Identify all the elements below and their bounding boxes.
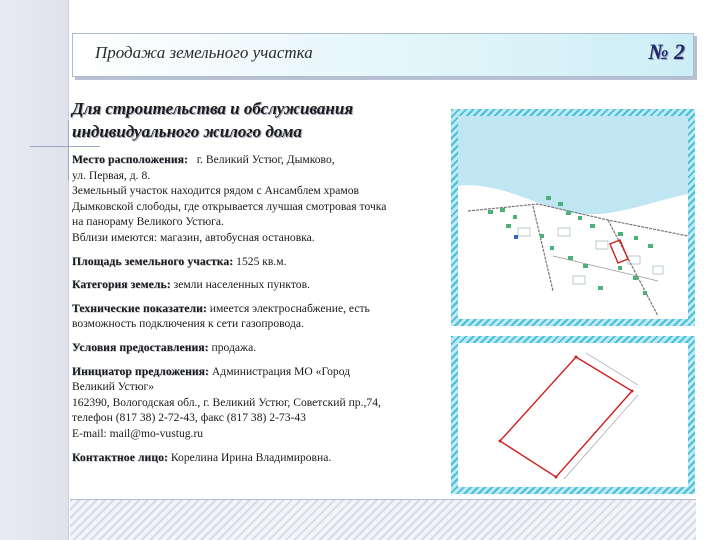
decor-cross-vertical [68, 120, 69, 180]
title-bar [72, 33, 694, 77]
initiator-email: E-mail: mail@mo-vustug.ru [72, 426, 204, 440]
initiator-line: телефон (817 38) 2-72-43, факс (817 38) 2-73-43 [72, 411, 306, 425]
contact-value: Корелина Ирина Владимировна. [170, 450, 332, 464]
corner-point [631, 390, 634, 393]
page-title: Продажа земельного участка [95, 43, 313, 62]
map-image [458, 116, 688, 319]
corner-point [555, 476, 558, 479]
technical-value-line2: возможность подключения к сети газопровода. [72, 317, 304, 331]
area-block [72, 254, 447, 270]
bottom-hatch-strip [70, 500, 696, 540]
category-block [72, 277, 447, 293]
decor-cross-horizontal [30, 146, 100, 147]
plot-plan-image [458, 343, 688, 487]
location-line: на панораму Великого Устюга. [72, 215, 224, 229]
technical-label: Технические показатели: [72, 301, 207, 315]
location-map [458, 116, 688, 319]
area-label: Площадь земельного участка: [72, 254, 234, 268]
location-line: г. Великий Устюг, Дымково, [196, 153, 335, 166]
plan-frame [451, 336, 695, 494]
purpose-heading [72, 97, 412, 143]
property-details [72, 152, 447, 473]
conditions-label: Условия предоставления: [72, 340, 209, 354]
category-label: Категория земель: [72, 278, 171, 292]
plot-plan [458, 343, 688, 487]
contact-label: Контактное лицо: [72, 450, 168, 464]
technical-block [72, 301, 447, 332]
initiator-label: Инициатор предложения: [72, 364, 210, 378]
initiator-line: 162390, Вологодская обл., г. Великий Устюг, Советский пр.,74, [72, 395, 381, 409]
left-divider [68, 0, 69, 540]
contact-block [72, 450, 447, 466]
corner-point [499, 440, 502, 443]
location-block [72, 152, 447, 246]
location-line: Земельный участок находится рядом с Ансамблем храмов [72, 184, 359, 198]
corner-point [575, 356, 578, 359]
location-line: ул. Первая, д. 8. [72, 168, 151, 182]
lot-number: № 2 [648, 39, 685, 64]
initiator-line: Администрация МО «Город [211, 364, 351, 378]
technical-value: имеется электроснабжение, есть [209, 301, 370, 315]
category-value: земли населенных пунктов. [173, 278, 310, 292]
purpose-heading-line2: индивидуального жилого дома [72, 122, 302, 141]
area-value: 1525 кв.м. [236, 254, 287, 268]
location-line: Дымковской слободы, где открывается лучшая смотровая точка [72, 199, 387, 213]
purpose-heading-line1: Для строительства и обслуживания [72, 99, 354, 118]
conditions-value: продажа. [211, 340, 257, 354]
left-decorative-band [0, 0, 68, 540]
location-line: Вблизи имеются: магазин, автобусная остановка. [72, 230, 315, 244]
location-label: Место расположения: [72, 153, 188, 166]
initiator-line: Великий Устюг» [72, 380, 155, 394]
conditions-block [72, 340, 447, 356]
initiator-block [72, 364, 447, 442]
map-frame [451, 109, 695, 326]
landmark-marker [514, 235, 518, 239]
